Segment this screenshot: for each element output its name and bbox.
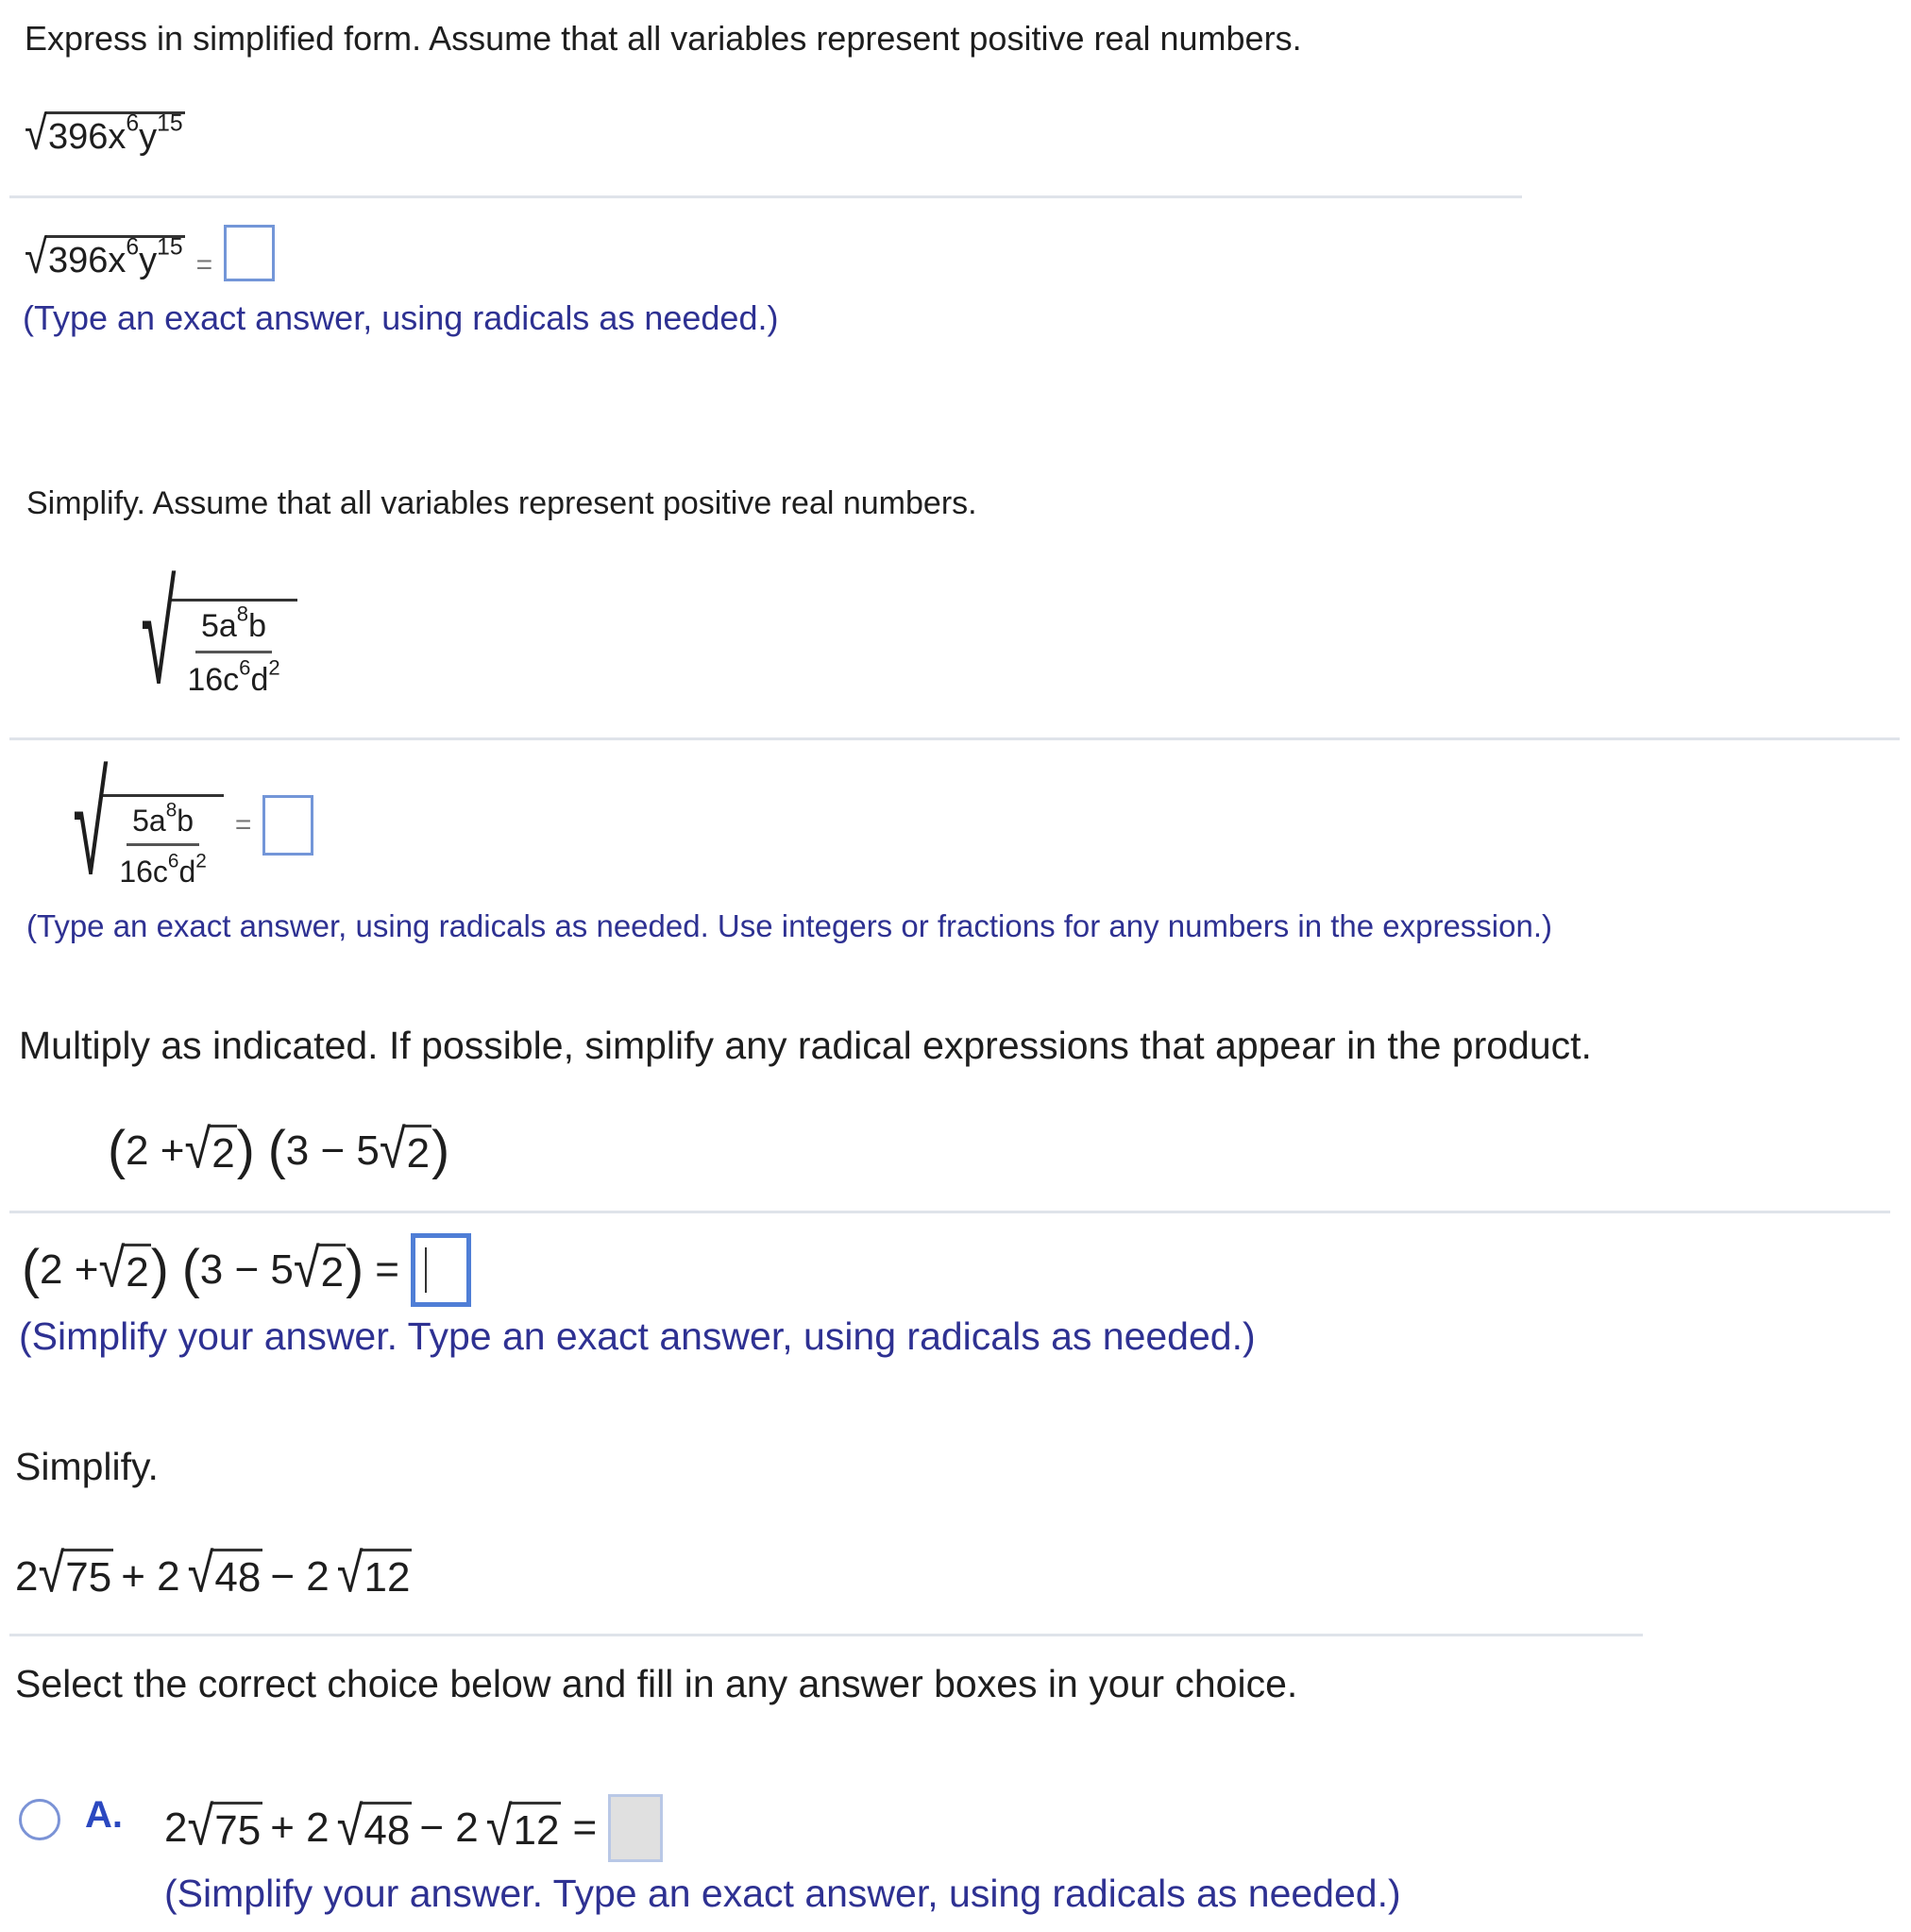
q4-prompt: Simplify. [15, 1445, 159, 1488]
paren: ) [431, 1120, 450, 1180]
equals-sign: = [375, 1246, 399, 1293]
radical-sign: √ [187, 1794, 214, 1857]
radicand-var: y [139, 241, 158, 281]
term: 2 + [126, 1127, 185, 1174]
coef: 2 [164, 1805, 188, 1851]
radical-sign: √ [336, 1541, 364, 1604]
divider [9, 1211, 1890, 1213]
radical-sign: √ [379, 1117, 406, 1180]
q1-expression [25, 107, 185, 161]
term: 3 − 5 [285, 1127, 380, 1174]
exp: 2 [268, 655, 280, 680]
radicand: 2 [209, 1125, 236, 1177]
radical-sign: √ [25, 230, 47, 284]
denominator: 16c [119, 854, 168, 889]
radicand-var: y [139, 117, 158, 157]
q1-answer-box[interactable] [224, 225, 275, 281]
paren: ( [108, 1120, 127, 1180]
radicand: 12 [362, 1549, 413, 1601]
exp: 6 [126, 234, 140, 261]
divider [9, 195, 1522, 198]
q3-answer-row [22, 1233, 471, 1307]
exp: 6 [126, 110, 140, 137]
q3-hint: (Simplify your answer. Type an exact answer, using radicals as needed.) [19, 1314, 1256, 1358]
radicand: 12 [511, 1802, 562, 1854]
choice-a-radio[interactable] [19, 1799, 60, 1840]
q4-expression [15, 1541, 412, 1604]
q1-answer-row [25, 225, 275, 284]
q2-answer-row [30, 745, 313, 904]
radical-sign: √ [336, 1794, 364, 1857]
exp: 2 [195, 850, 207, 873]
exp: 15 [157, 110, 183, 137]
paren: ) [150, 1239, 169, 1300]
radical-sign: √ [38, 1541, 65, 1604]
operator: + 2 [121, 1553, 180, 1601]
q3-expression [108, 1117, 450, 1180]
exp: 6 [167, 850, 179, 873]
radicand: 2 [318, 1244, 346, 1296]
paren: ( [267, 1120, 286, 1180]
choice-a-hint: (Simplify your answer. Type an exact answer, using radicals as needed.) [164, 1872, 1401, 1915]
paren: ) [346, 1239, 364, 1300]
radical-sign: √ [187, 1541, 214, 1604]
radical-sign: √ [25, 107, 47, 161]
q2-answer-box[interactable] [262, 795, 313, 856]
exp: 8 [165, 799, 178, 822]
radicand: 48 [211, 1549, 262, 1601]
text-cursor [425, 1247, 427, 1293]
term: 3 − 5 [199, 1246, 294, 1293]
radicand-coef: 396x [47, 241, 127, 281]
divider [9, 1634, 1643, 1636]
choice-a-label[interactable]: A. [85, 1794, 123, 1836]
paren: ( [181, 1239, 200, 1300]
q1-prompt: Express in simplified form. Assume that all variables represent positive real numbers. [25, 19, 1302, 58]
choice-a-answer-box[interactable] [608, 1794, 663, 1862]
numerator: 5a [200, 608, 237, 645]
q3-answer-box[interactable] [411, 1233, 471, 1307]
divider [9, 737, 1900, 740]
q3-prompt: Multiply as indicated. If possible, simplify any radical expressions that appear in the product. [19, 1024, 1592, 1067]
denominator-var: d [178, 854, 196, 889]
exp: 8 [236, 602, 249, 626]
q1-hint: (Type an exact answer, using radicals as needed.) [23, 298, 779, 337]
exp: 15 [157, 234, 183, 261]
paren: ) [236, 1120, 255, 1180]
equals-sign: = [234, 808, 252, 840]
radical-sign: √ [141, 554, 177, 713]
paren: ( [22, 1239, 41, 1300]
term: 2 + [40, 1246, 99, 1293]
radicand: 2 [123, 1244, 150, 1296]
radicand: 48 [361, 1802, 412, 1854]
numerator-var: b [248, 608, 267, 645]
radicand-coef: 396x [47, 117, 127, 157]
operator: + 2 [270, 1805, 330, 1851]
radical-sign: √ [98, 1236, 126, 1299]
radical-sign: √ [293, 1236, 320, 1299]
operator: − 2 [419, 1805, 479, 1851]
radicand: 75 [211, 1802, 262, 1854]
q2-expression [98, 554, 297, 713]
equals-sign: = [195, 249, 213, 280]
numerator-var: b [177, 803, 194, 838]
radicand: 75 [62, 1549, 113, 1601]
radicand: 2 [404, 1125, 431, 1177]
equals-sign: = [572, 1805, 598, 1851]
radical-sign: √ [184, 1117, 211, 1180]
exp: 6 [239, 655, 251, 680]
coef: 2 [15, 1553, 39, 1601]
numerator: 5a [132, 803, 166, 838]
q2-prompt: Simplify. Assume that all variables represent positive real numbers. [26, 485, 977, 521]
q2-hint: (Type an exact answer, using radicals as needed. Use integers or fractions for any numbers in the expression.) [26, 908, 1553, 943]
radical-sign: √ [73, 745, 109, 904]
q4-instruction: Select the correct choice below and fill in any answer boxes in your choice. [15, 1662, 1298, 1705]
operator: − 2 [270, 1553, 330, 1601]
choice-a-expression [164, 1794, 663, 1862]
denominator: 16c [187, 661, 240, 698]
radical-sign: √ [485, 1794, 513, 1857]
denominator-var: d [250, 661, 269, 698]
